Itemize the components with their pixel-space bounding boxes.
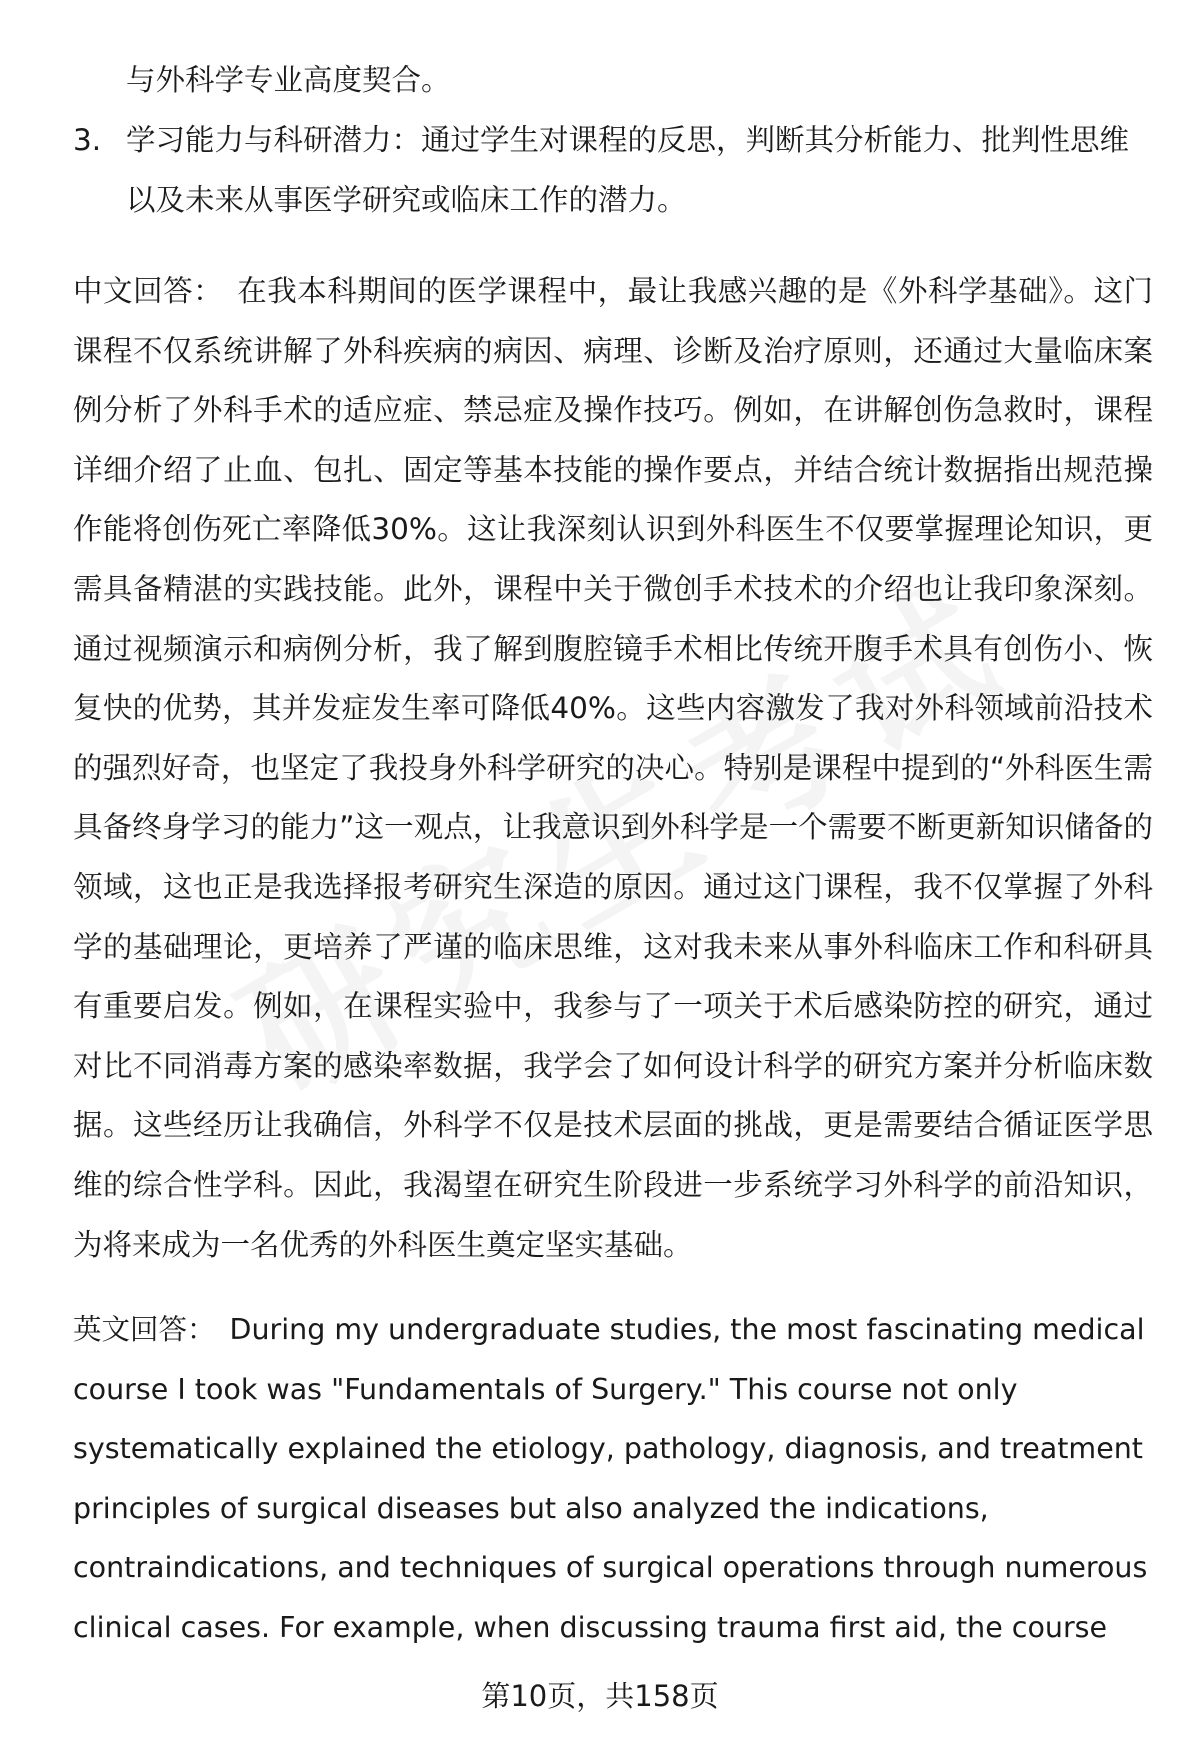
list-item-number: 3.: [73, 123, 102, 157]
list-item-3: [73, 111, 1163, 230]
english-answer-paragraph: [73, 1300, 1153, 1658]
english-answer-text: During my undergraduate studies, the most fascinating medical course I took was "Fundamentals of Surgery." This course not only systematically explained the etiology, pathology, diagnosis, and treatment principles of surgical diseases but also analyzed the indications, contraindications, and techniques of surgical operations through numerous clinical cases. For example, when discussing trauma first aid, the course: [73, 1313, 1148, 1644]
list-item-line-1: 学习能力与科研潜力：通过学生对课程的反思，判断其分析能力、批判性思维: [126, 123, 1130, 157]
list-item-continuation: 与外科学专业高度契合。: [126, 63, 451, 97]
chinese-answer-text: 在我本科期间的医学课程中，最让我感兴趣的是《外科学基础》。这门课程不仅系统讲解了外科疾病的病因、病理、诊断及治疗原则，还通过大量临床案例分析了外科手术的适应症、禁忌症及操作技巧。例如，在讲解创伤急救时，课程详细介绍了止血、包扎、固定等基本技能的操作要点，并结合统计数据指出规范操作能将创伤死亡率降低30%。这让我深刻认识到外科医生不仅要掌握理论知识，更需具备精湛的实践技能。此外，课程中关于微创手术技术的介绍也让我印象深刻。通过视频演示和病例分析，我了解到腹腔镜手术相比传统开腹手术具有创伤小、恢复快的优势，其并发症发生率可降低40%。这些内容激发了我对外科领域前沿技术的强烈好奇，也坚定了我投身外科学研究的决心。特别是课程中提到的“外科医生需具备终身学习的能力”这一观点，让我意识到外科学是一个需要不断更新知识储备的领域，这也正是我选择报考研究生深造的原因。通过这门课程，我不仅掌握了外科学的基础理论，更培养了严谨的临床思维，这对我未来从事外科临床工作和科研具有重要启发。例如，在课程实验中，我参与了一项关于术后感染防控的研究，通过对比不同消毒方案的感染率数据，我学会了如何设计科学的研究方案并分析临床数据。这些经历让我确信，外科学不仅是技术层面的挑战，更是需要结合循证医学思维的综合性学科。因此，我渴望在研究生阶段进一步系统学习外科学的前沿知识，为将来成为一名优秀的外科医生奠定坚实基础。: [73, 274, 1153, 1262]
chinese-answer-label: 中文回答：: [73, 274, 224, 308]
chinese-answer-paragraph: [73, 262, 1153, 1275]
list-item-text: [126, 111, 1163, 230]
list-item-line-2: 以及未来从事医学研究或临床工作的潜力。: [126, 182, 687, 217]
page-number-footer: 第10页，共158页: [481, 1679, 719, 1713]
english-answer-label: 英文回答：: [73, 1313, 216, 1346]
